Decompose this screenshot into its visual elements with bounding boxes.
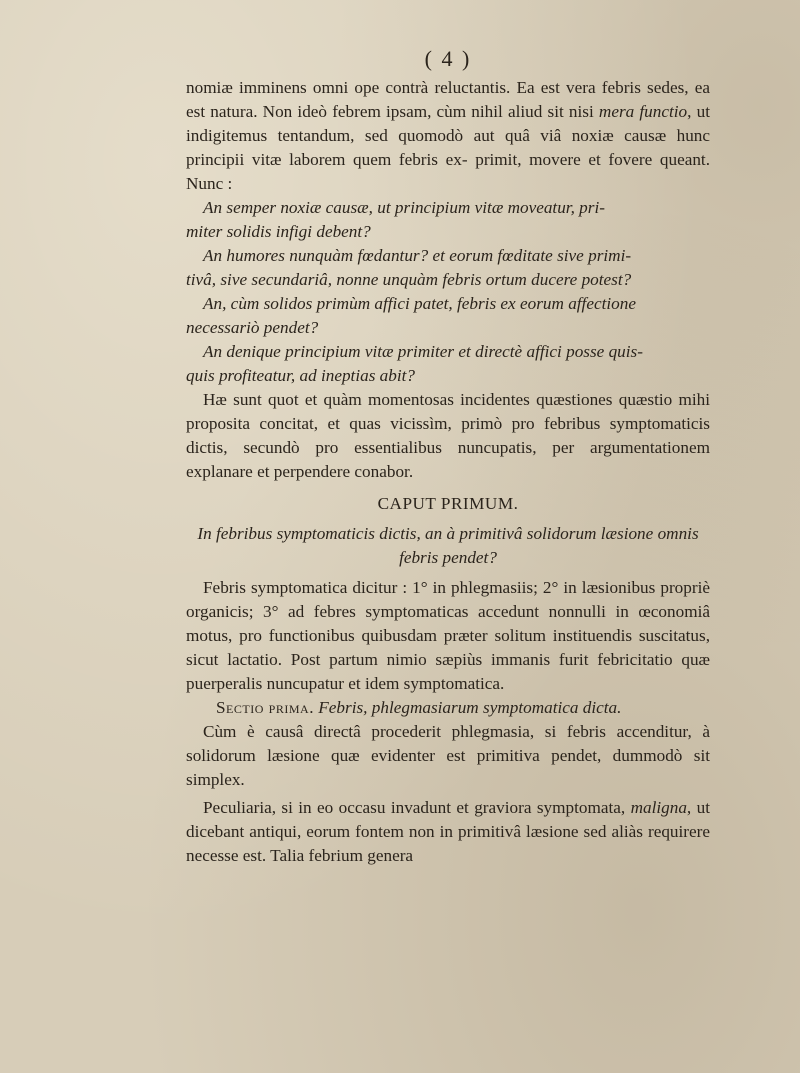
page-body bbox=[186, 76, 710, 868]
question-1: An semper noxiæ causæ, ut principium vitæ moveatur, pri- miter solidis infigi debent? bbox=[186, 198, 605, 241]
peculiaria-text-c: , ut dicebant antiqui, eorum fontem non in primitivâ læsione sed aliàs requirere necesse est. Talia febrium genera bbox=[186, 798, 710, 865]
section-label: Sectio prima. bbox=[216, 698, 314, 717]
chapter-title: CAPUT PRIMUM. bbox=[377, 494, 519, 513]
intro-line-4: quâ viâ noxiæ causæ hunc principii vitæ laborem quem febris ex- bbox=[186, 126, 711, 169]
section-heading bbox=[186, 696, 710, 720]
intro-line-3a: nisi bbox=[568, 102, 599, 121]
question-4: An denique principium vitæ primiter et directè affici posse quis- quis profiteatur, ad ineptias abit? bbox=[186, 342, 643, 385]
page-number: ( 4 ) bbox=[424, 46, 472, 71]
paragraph-phlegmasia: Cùm è causâ directâ procederit phlegmasia, si febris accenditur, à solidorum læsione quæ evidenter est primitiva pendet, dummodò sit simplex. bbox=[186, 722, 710, 789]
intro-line-1: nomiæ imminens omni ope contrà reluctantis. Ea est vera febris bbox=[186, 78, 641, 97]
intro-line-2: sedes, ea est natura. Non ideò febrem ipsam, cùm nihil aliud sit bbox=[186, 78, 710, 121]
paragraph-questions-summary: Hæ sunt quot et quàm momentosas incidentes quæstiones quæstio mihi proposita concitat, et quas vicissìm, primò pro febribus symptomaticis dictis, secundò pro essentialibus nuncupatis, per argumentationem explanare et perpendere conabor. bbox=[186, 390, 710, 481]
peculiaria-italic: maligna bbox=[630, 798, 687, 817]
section-title: Febris, phlegmasiarum symptomatica dicta. bbox=[318, 698, 622, 717]
book-page bbox=[186, 44, 710, 868]
paragraph-febris-symptomatica: Febris symptomatica dicitur : 1° in phlegmasiis; 2° in læsionibus propriè organicis; 3° ad febres symptomaticas accedunt nonnulli in œconomiâ motus, pro functionibus quibusdam præter solitum instituendis suscitatus, sicut lactatio. Post partum nimio sæpiùs immanis furit febricitatio quæ puerperalis nuncupatur et idem symptomatica. bbox=[186, 578, 710, 693]
question-3: An, cùm solidos primùm affici patet, febris ex eorum affectione necessariò pendet? bbox=[186, 294, 636, 337]
paragraph-peculiaria bbox=[186, 796, 710, 868]
chapter-subtitle: In febribus symptomaticis dictis, an à primitivâ solidorum læsione omnis febris pendet? bbox=[197, 524, 699, 567]
intro-line-3c: , ut indigitemus tentandum, sed quomodò aut bbox=[186, 102, 710, 145]
intro-line-5: primit, movere et fovere queant. Nunc : bbox=[186, 150, 710, 193]
peculiaria-text-a: Peculiaria, si in eo occasu invadunt et graviora symptomata, bbox=[203, 798, 631, 817]
intro-line-3-italic: mera functio bbox=[598, 102, 688, 121]
paragraph-intro bbox=[186, 76, 710, 196]
question-2: An humores nunquàm fœdantur? et eorum fœditate sive primi- tivâ, sive secundariâ, nonne unquàm febris ortum ducere potest? bbox=[186, 246, 632, 289]
